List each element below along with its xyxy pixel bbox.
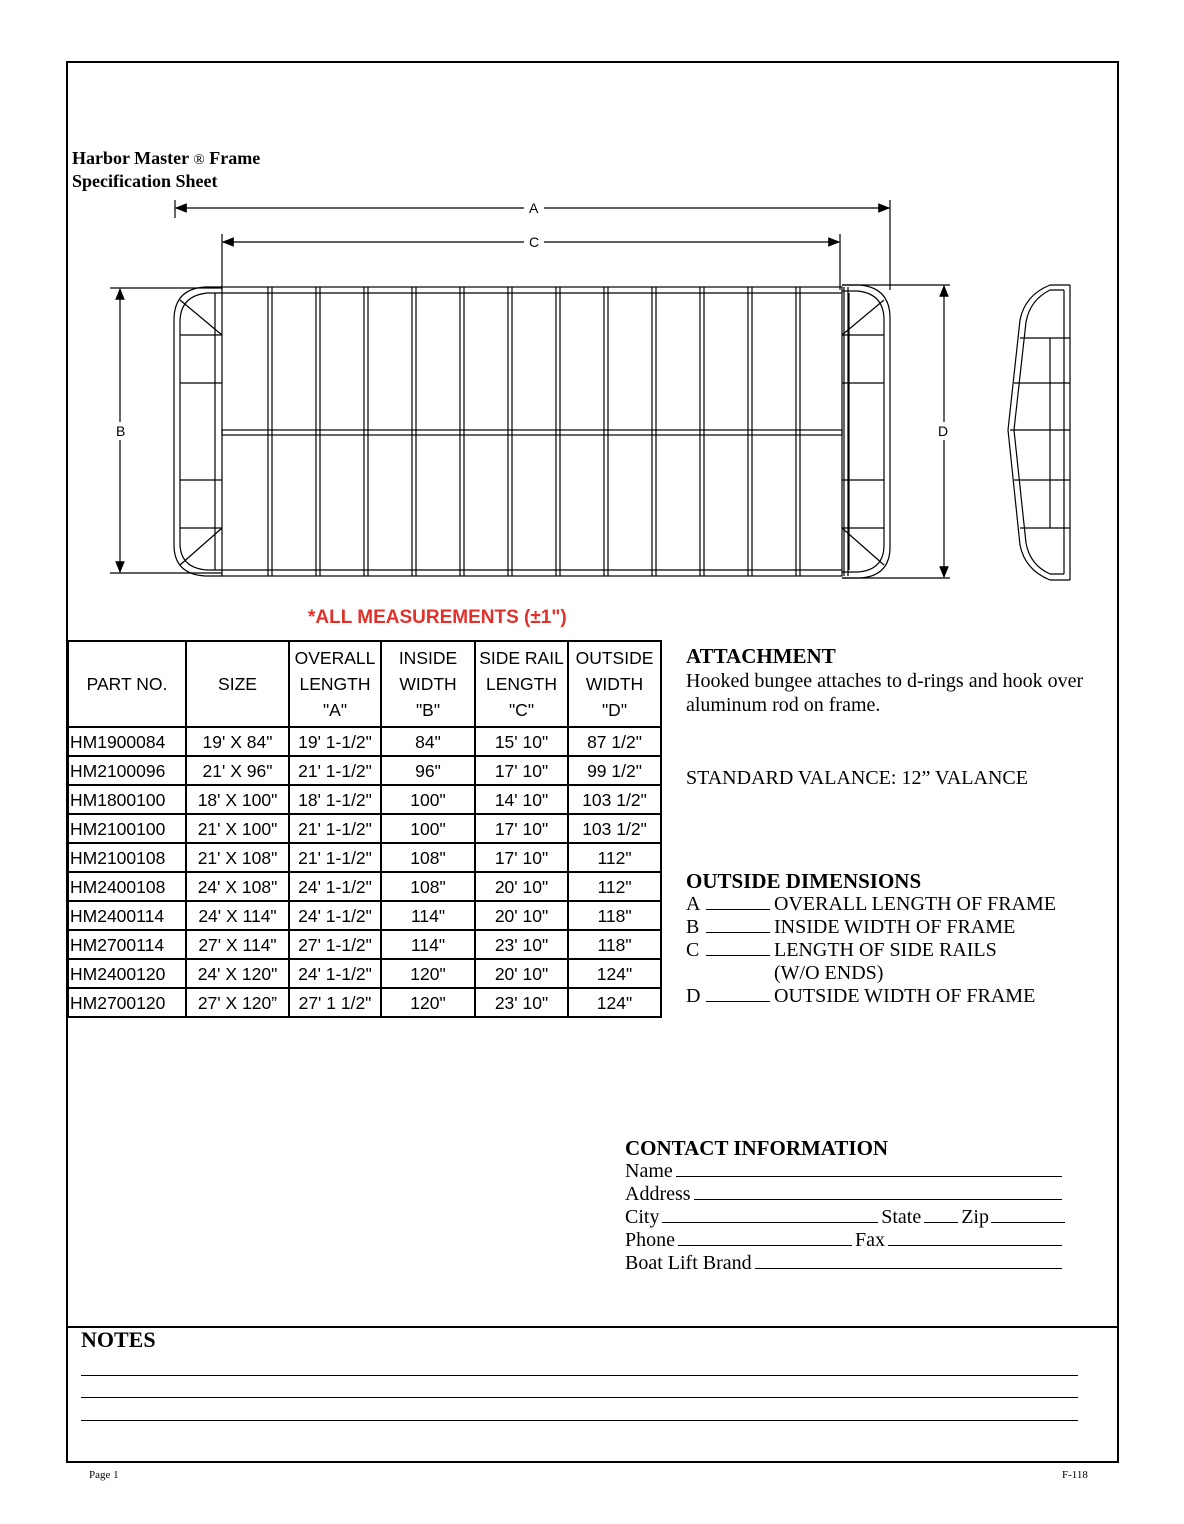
cell-inside-width: 100" bbox=[381, 785, 475, 814]
dimension-label-a: A bbox=[529, 200, 539, 216]
cell-side-rail-length: 23' 10" bbox=[475, 930, 568, 959]
spec-table bbox=[67, 640, 662, 1018]
cell-size: 24' X 108" bbox=[186, 872, 289, 901]
boat-lift-brand-label: Boat Lift Brand bbox=[625, 1252, 752, 1274]
cell-part-no: HM1900084 bbox=[68, 727, 186, 756]
dimension-label-b: B bbox=[116, 423, 126, 439]
table-row bbox=[68, 930, 661, 959]
cell-size: 21' X 100" bbox=[186, 814, 289, 843]
dimension-text: LENGTH OF SIDE RAILS bbox=[774, 939, 997, 961]
cell-overall-length: 27' 1-1/2" bbox=[289, 930, 381, 959]
table-row bbox=[68, 901, 661, 930]
attachment-title: ATTACHMENT bbox=[686, 644, 836, 668]
cell-outside-width: 118" bbox=[568, 930, 661, 959]
registered-mark: ® bbox=[193, 152, 205, 168]
footer-page-number: Page 1 bbox=[89, 1469, 119, 1481]
dimension-item bbox=[686, 985, 1056, 1008]
cell-outside-width: 87 1/2" bbox=[568, 727, 661, 756]
cell-inside-width: 120" bbox=[381, 988, 475, 1017]
cell-outside-width: 99 1/2" bbox=[568, 756, 661, 785]
dimension-blank bbox=[706, 962, 770, 979]
boat-lift-brand-field[interactable] bbox=[755, 1252, 1062, 1269]
cell-part-no: HM2100108 bbox=[68, 843, 186, 872]
dimension-blank[interactable] bbox=[706, 893, 770, 910]
notes-line[interactable] bbox=[81, 1420, 1078, 1421]
cell-part-no: HM2100096 bbox=[68, 756, 186, 785]
cell-inside-width: 114" bbox=[381, 930, 475, 959]
table-row bbox=[68, 814, 661, 843]
attachment-text: Hooked bungee attaches to d-rings and hook over aluminum rod on frame. bbox=[686, 670, 1084, 716]
cell-overall-length: 27' 1 1/2" bbox=[289, 988, 381, 1017]
dimension-item bbox=[686, 916, 1056, 939]
cell-part-no: HM2700114 bbox=[68, 930, 186, 959]
cell-part-no: HM1800100 bbox=[68, 785, 186, 814]
outside-dimensions-title: OUTSIDE DIMENSIONS bbox=[686, 869, 922, 893]
cell-outside-width: 103 1/2" bbox=[568, 814, 661, 843]
frame-drawing bbox=[0, 0, 1184, 600]
header-inside-width: INSIDE WIDTH "B" bbox=[381, 641, 475, 727]
contact-title: CONTACT INFORMATION bbox=[625, 1136, 889, 1160]
dimension-text: (W/O ENDS) bbox=[774, 962, 884, 984]
table-row bbox=[68, 843, 661, 872]
notes-divider bbox=[66, 1326, 1119, 1328]
cell-side-rail-length: 23' 10" bbox=[475, 988, 568, 1017]
cell-side-rail-length: 14' 10" bbox=[475, 785, 568, 814]
page-subtitle: Specification Sheet bbox=[72, 171, 218, 191]
state-label: State bbox=[881, 1206, 922, 1228]
frame-cross-members bbox=[268, 287, 848, 576]
city-label: City bbox=[625, 1206, 660, 1228]
outside-dimensions-section bbox=[686, 870, 1056, 1008]
cell-overall-length: 18' 1-1/2" bbox=[289, 785, 381, 814]
cell-inside-width: 100" bbox=[381, 814, 475, 843]
dimension-item bbox=[686, 939, 1056, 962]
cell-size: 27' X 114" bbox=[186, 930, 289, 959]
attachment-section bbox=[686, 644, 1116, 717]
cell-inside-width: 114" bbox=[381, 901, 475, 930]
table-row bbox=[68, 785, 661, 814]
contact-phone-row bbox=[625, 1229, 1065, 1252]
cell-side-rail-length: 20' 10" bbox=[475, 901, 568, 930]
cell-inside-width: 84" bbox=[381, 727, 475, 756]
cell-outside-width: 112" bbox=[568, 843, 661, 872]
contact-address-row bbox=[625, 1183, 1065, 1206]
cell-inside-width: 96" bbox=[381, 756, 475, 785]
cell-overall-length: 21' 1-1/2" bbox=[289, 814, 381, 843]
cell-overall-length: 21' 1-1/2" bbox=[289, 756, 381, 785]
phone-label: Phone bbox=[625, 1229, 675, 1251]
cell-outside-width: 118" bbox=[568, 901, 661, 930]
dimension-text: OUTSIDE WIDTH OF FRAME bbox=[774, 985, 1036, 1007]
dimension-blank[interactable] bbox=[706, 916, 770, 933]
cell-overall-length: 24' 1-1/2" bbox=[289, 901, 381, 930]
cell-side-rail-length: 17' 10" bbox=[475, 843, 568, 872]
fax-field[interactable] bbox=[888, 1229, 1062, 1246]
cell-part-no: HM2400114 bbox=[68, 901, 186, 930]
cell-inside-width: 120" bbox=[381, 959, 475, 988]
dimension-letter: B bbox=[686, 916, 700, 938]
dimension-letter bbox=[686, 962, 706, 985]
table-row bbox=[68, 872, 661, 901]
dimension-text: OVERALL LENGTH OF FRAME bbox=[774, 893, 1057, 915]
outside-dimensions-list bbox=[686, 893, 1056, 1008]
phone-field[interactable] bbox=[678, 1229, 852, 1246]
table-row bbox=[68, 959, 661, 988]
cell-outside-width: 124" bbox=[568, 959, 661, 988]
cell-overall-length: 21' 1-1/2" bbox=[289, 843, 381, 872]
dimension-letter: C bbox=[686, 939, 700, 961]
contact-name-row bbox=[625, 1160, 1065, 1183]
notes-line[interactable] bbox=[81, 1375, 1078, 1376]
table-row bbox=[68, 727, 661, 756]
dimension-letter: A bbox=[686, 893, 701, 915]
dimension-item bbox=[686, 962, 1056, 985]
cell-size: 24' X 120" bbox=[186, 959, 289, 988]
cell-inside-width: 108" bbox=[381, 843, 475, 872]
dimension-label-d: D bbox=[938, 423, 949, 439]
cell-size: 18' X 100" bbox=[186, 785, 289, 814]
header-overall-length: OVERALL LENGTH "A" bbox=[289, 641, 381, 727]
dimension-label-c: C bbox=[529, 234, 540, 250]
brand-name: Harbor Master bbox=[72, 148, 189, 168]
cell-part-no: HM2400120 bbox=[68, 959, 186, 988]
contact-section bbox=[625, 1137, 1065, 1275]
cell-outside-width: 103 1/2" bbox=[568, 785, 661, 814]
dimension-item bbox=[686, 893, 1056, 916]
address-label: Address bbox=[625, 1183, 691, 1205]
cell-side-rail-length: 17' 10" bbox=[475, 756, 568, 785]
table-row bbox=[68, 988, 661, 1017]
fax-label: Fax bbox=[855, 1229, 885, 1251]
table-row bbox=[68, 756, 661, 785]
cell-overall-length: 24' 1-1/2" bbox=[289, 959, 381, 988]
zip-field[interactable] bbox=[991, 1206, 1065, 1223]
dimension-blank[interactable] bbox=[706, 939, 770, 956]
cell-outside-width: 112" bbox=[568, 872, 661, 901]
dimension-letter: D bbox=[686, 985, 701, 1007]
header-outside-width: OUTSIDE WIDTH "D" bbox=[568, 641, 661, 727]
cell-part-no: HM2400108 bbox=[68, 872, 186, 901]
cell-size: 19' X 84" bbox=[186, 727, 289, 756]
cell-size: 21' X 108" bbox=[186, 843, 289, 872]
dimension-blank[interactable] bbox=[706, 985, 770, 1002]
standard-valance: STANDARD VALANCE: 12” VALANCE bbox=[686, 767, 1028, 789]
header-part-no: PART NO. bbox=[68, 641, 186, 727]
cell-size: 21' X 96" bbox=[186, 756, 289, 785]
contact-city-row bbox=[625, 1206, 1065, 1229]
cell-outside-width: 124" bbox=[568, 988, 661, 1017]
header-side-rail-length: SIDE RAIL LENGTH "C" bbox=[475, 641, 568, 727]
cell-side-rail-length: 15' 10" bbox=[475, 727, 568, 756]
cell-side-rail-length: 20' 10" bbox=[475, 872, 568, 901]
footer-form-number: F-118 bbox=[1062, 1469, 1088, 1481]
notes-title: NOTES bbox=[81, 1327, 156, 1352]
table-header-row bbox=[68, 641, 661, 727]
cell-size: 27' X 120” bbox=[186, 988, 289, 1017]
zip-label: Zip bbox=[961, 1206, 989, 1228]
state-field[interactable] bbox=[924, 1206, 958, 1223]
city-field[interactable] bbox=[662, 1206, 878, 1223]
frame-word: Frame bbox=[209, 148, 261, 168]
contact-brand-row bbox=[625, 1252, 1065, 1275]
address-field[interactable] bbox=[694, 1183, 1062, 1200]
name-field[interactable] bbox=[676, 1160, 1062, 1177]
cell-part-no: HM2700120 bbox=[68, 988, 186, 1017]
notes-line[interactable] bbox=[81, 1397, 1078, 1398]
header-size: SIZE bbox=[186, 641, 289, 727]
cell-overall-length: 24' 1-1/2" bbox=[289, 872, 381, 901]
cell-side-rail-length: 17' 10" bbox=[475, 814, 568, 843]
cell-inside-width: 108" bbox=[381, 872, 475, 901]
cell-overall-length: 19' 1-1/2" bbox=[289, 727, 381, 756]
cell-part-no: HM2100100 bbox=[68, 814, 186, 843]
name-label: Name bbox=[625, 1160, 673, 1182]
dimension-text: INSIDE WIDTH OF FRAME bbox=[774, 916, 1016, 938]
cell-side-rail-length: 20' 10" bbox=[475, 959, 568, 988]
cell-size: 24' X 114" bbox=[186, 901, 289, 930]
measurement-note: *ALL MEASUREMENTS (±1") bbox=[308, 607, 567, 628]
